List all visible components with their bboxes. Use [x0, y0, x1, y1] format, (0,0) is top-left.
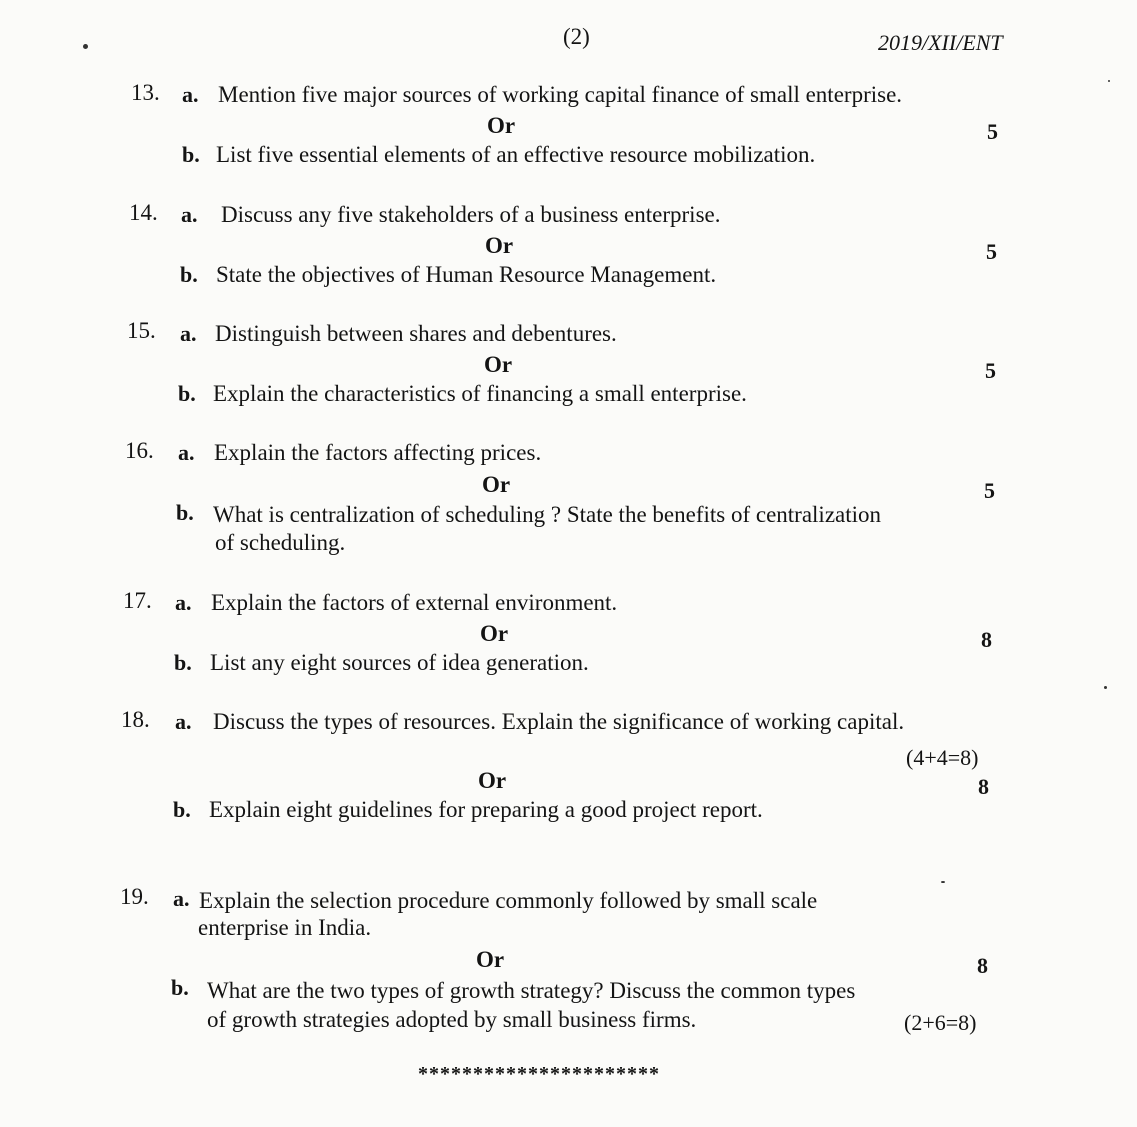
- scan-speck: [941, 881, 945, 883]
- option-a-text: Explain the factors of external environment.: [211, 590, 618, 615]
- page-number: (2): [563, 24, 590, 49]
- marks: 5: [984, 478, 995, 503]
- option-b-label: b.: [174, 650, 192, 675]
- question-number: 15.: [127, 318, 156, 343]
- or-separator: Or: [478, 768, 507, 793]
- option-a-label: a.: [175, 709, 192, 734]
- or-separator: Or: [482, 472, 511, 497]
- or-separator: Or: [476, 947, 505, 972]
- option-a-label: a.: [181, 202, 198, 227]
- end-of-paper-mark: **********************: [418, 1063, 660, 1085]
- question-number: 19.: [120, 884, 149, 909]
- option-b-text: List five essential elements of an effective resource mobilization.: [216, 142, 816, 167]
- option-a-text-continued: enterprise in India.: [198, 915, 372, 940]
- marks: 8: [981, 627, 992, 652]
- option-a-label: a.: [173, 886, 190, 911]
- marks-split: (2+6=8): [904, 1010, 977, 1035]
- option-b-text: List any eight sources of idea generation.: [210, 650, 589, 675]
- option-a-label: a.: [175, 590, 192, 615]
- option-b-text: What are the two types of growth strategy? Discuss the common types: [207, 978, 856, 1003]
- marks: 5: [985, 358, 996, 383]
- or-separator: Or: [484, 352, 513, 377]
- option-a-text: Explain the selection procedure commonly followed by small scale: [199, 888, 818, 913]
- option-b-label: b.: [171, 975, 189, 1000]
- option-b-label: b.: [173, 797, 191, 822]
- option-b-text: Explain the characteristics of financing a small enterprise.: [213, 381, 747, 406]
- option-b-label: b.: [178, 381, 196, 406]
- option-b-label: b.: [182, 142, 200, 167]
- option-b-text: What is centralization of scheduling ? State the benefits of centralization: [213, 502, 882, 527]
- option-b-text: State the objectives of Human Resource Management.: [216, 262, 717, 287]
- question-number: 14.: [129, 200, 158, 225]
- option-a-text: Explain the factors affecting prices.: [214, 440, 542, 465]
- option-b-text: Explain eight guidelines for preparing a good project report.: [209, 797, 763, 822]
- option-b-label: b.: [180, 262, 198, 287]
- scan-speck: [83, 44, 88, 49]
- option-a-text: Discuss any five stakeholders of a business enterprise.: [221, 202, 721, 227]
- question-number: 17.: [123, 588, 152, 613]
- marks-split: (4+4=8): [906, 745, 979, 770]
- or-separator: Or: [480, 621, 509, 646]
- option-b-label: b.: [176, 500, 194, 525]
- option-a-text: Mention five major sources of working capital finance of small enterprise.: [218, 82, 903, 107]
- option-b-text-continued: of growth strategies adopted by small business firms.: [207, 1007, 697, 1032]
- option-a-label: a.: [182, 82, 199, 107]
- option-a-text: Distinguish between shares and debentures.: [215, 321, 617, 346]
- marks: 8: [977, 953, 988, 978]
- marks: 8: [978, 774, 989, 799]
- scan-speck: [1104, 686, 1107, 689]
- or-separator: Or: [485, 233, 514, 258]
- question-number: 18.: [121, 707, 150, 732]
- option-b-text-continued: of scheduling.: [215, 530, 346, 555]
- scan-speck: [1108, 80, 1110, 82]
- or-separator: Or: [487, 113, 516, 138]
- question-number: 13.: [131, 80, 160, 105]
- marks: 5: [986, 239, 997, 264]
- question-number: 16.: [125, 438, 154, 463]
- paper-code: 2019/XII/ENT: [878, 30, 1003, 55]
- option-a-label: a.: [180, 321, 197, 346]
- option-a-text: Discuss the types of resources. Explain the significance of working capital.: [213, 709, 905, 734]
- option-a-label: a.: [178, 440, 195, 465]
- marks: 5: [987, 119, 998, 144]
